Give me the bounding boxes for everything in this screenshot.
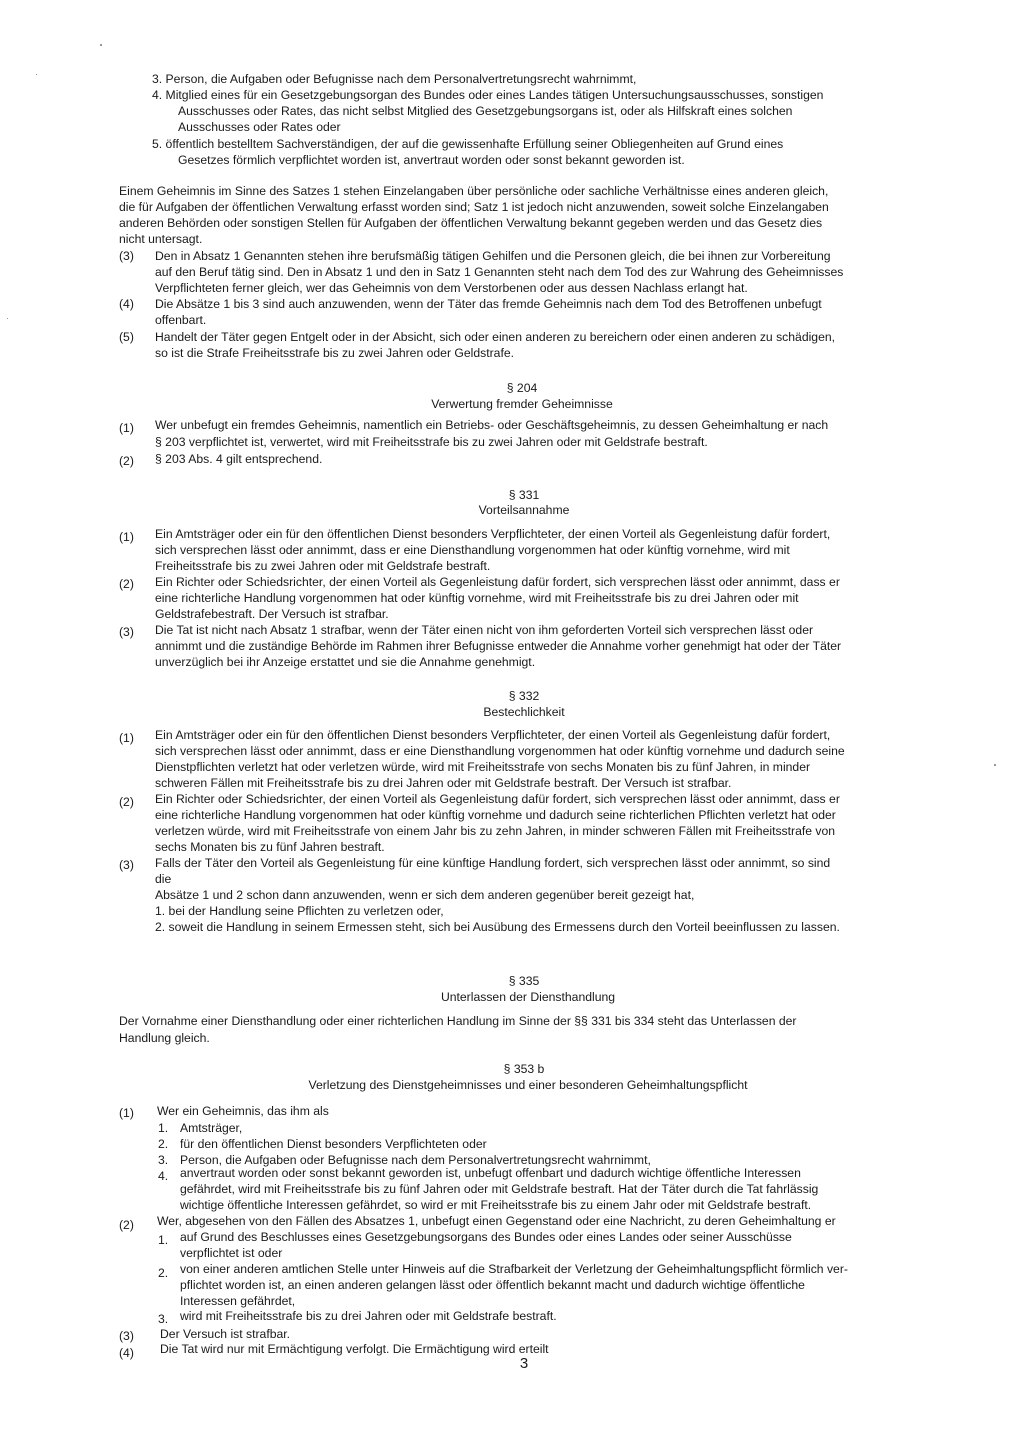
section-title: Verletzung des Dienstgeheimnisses und einer besonderen Geheimhaltungspflicht — [308, 1078, 748, 1092]
absatz-line: § 203 verpflichtet ist, verwertet, wird mit Freiheitsstrafe bis zu zwei Jahren oder mit Geldstrafe bestraft. — [155, 435, 708, 449]
absatz-number: (2) — [119, 795, 134, 809]
absatz-line: eine richterliche Handlung vorgenommen hat oder künftig vornehme und dadurch seine richterlichen Pflichten verletzt hat oder — [155, 808, 836, 822]
list-item: von einer anderen amtlichen Stelle unter Hinweis auf die Strafbarkeit der Verletzung der Geheimhaltungspflicht förmlich ver- — [180, 1262, 848, 1276]
absatz-line: Ein Amtsträger oder ein für den öffentlichen Dienst besonders Verpflichteter, der einen Vorteil als Gegenleistung dafür fordert, — [155, 527, 831, 541]
absatz-number: (2) — [119, 1218, 134, 1232]
absatz-line: Absätze 1 und 2 schon dann anzuwenden, wenn er sich dem anderen gegenüber bereit gezeigt hat, — [155, 888, 695, 902]
absatz-line: eine richterliche Handlung vorgenommen hat oder künftig vornehme, wird mit Freiheitsstrafe bis zu drei Jahren oder mit — [155, 591, 799, 605]
absatz-line: sich versprechen lässt oder annimmt, dass er eine Diensthandlung vorgenommen hat oder künftig vornehme und dadurch seine — [155, 744, 845, 758]
absatz-number: (1) — [119, 1106, 134, 1120]
list-item-number: 3. — [158, 1312, 169, 1326]
list-item-number: 4. — [158, 1169, 169, 1183]
list-item: Amtsträger, — [180, 1121, 243, 1135]
section-title: Verwertung fremder Geheimnisse — [431, 397, 613, 411]
absatz-line: § 203 Abs. 4 gilt entsprechend. — [155, 452, 323, 466]
section-number: § 332 — [508, 689, 540, 703]
absatz-number: (2) — [119, 454, 134, 468]
absatz-line: sich versprechen lässt oder annimmt, dass er eine Diensthandlung vorgenommen hat oder künftig vornehme, wird mit — [155, 543, 790, 557]
paragraph-line: Der Vornahme einer Diensthandlung oder einer richterlichen Handlung im Sinne der §§ 331 bis 334 steht das Unterlassen der — [119, 1014, 797, 1028]
absatz-line: Die Tat ist nicht nach Absatz 1 strafbar, wenn der Täter einen nicht von ihm geforderten Vorteil sich versprechen lässt oder — [155, 623, 814, 637]
absatz-line: annimmt und die zuständige Behörde im Rahmen ihrer Befugnisse entweder die Annahme vorher genehmigt hat oder der Täter — [155, 639, 842, 653]
list-item-continuation: Ausschusses oder Rates oder — [178, 120, 341, 134]
absatz-line: Den in Absatz 1 Genannten stehen ihre berufsmäßig tätigen Gehilfen und die Personen gleich, die bei ihnen zur Vorbereitung — [155, 249, 831, 263]
absatz-line: die — [155, 872, 172, 886]
list-item: wichtige öffentliche Interessen gefährdet, so wird er mit Freiheitsstrafe bis zu einem Jahr oder mit Geldstrafe bestraft. — [180, 1198, 812, 1212]
absatz-number: (3) — [119, 1329, 134, 1343]
absatz-number: (1) — [119, 530, 134, 544]
list-item-number: 3. — [158, 1153, 169, 1167]
absatz-line: Wer, abgesehen von den Fällen des Absatzes 1, unbefugt einen Gegenstand oder eine Nachricht, zu deren Geheimhaltung er — [157, 1214, 836, 1228]
section-number: § 204 — [506, 381, 538, 395]
list-item: gefährdet, wird mit Freiheitsstrafe bis zu fünf Jahren oder mit Geldstrafe bestraft. Hat der Täter durch die Tat fahrlässig — [180, 1182, 819, 1196]
absatz-line: offenbart. — [155, 313, 207, 327]
absatz-line: Die Absätze 1 bis 3 sind auch anzuwenden, wenn der Täter das fremde Geheimnis nach dem Tod des Betroffenen unbefugt — [155, 297, 822, 311]
absatz-line: Wer unbefugt ein fremdes Geheimnis, namentlich ein Betriebs- oder Geschäftsgeheimnis, zu dessen Geheimhaltung er nach — [155, 418, 829, 432]
absatz-line: 1. bei der Handlung seine Pflichten zu verletzen oder, — [155, 904, 444, 918]
absatz-line: Wer ein Geheimnis, das ihm als — [157, 1104, 329, 1118]
paragraph-line: Einem Geheimnis im Sinne des Satzes 1 stehen Einzelangaben über persönliche oder sachliche Verhältnisse eines anderen gleich, — [119, 184, 829, 198]
absatz-line: Ein Amtsträger oder ein für den öffentlichen Dienst besonders Verpflichteter, der einen Vorteil als Gegenleistung dafür fordert, — [155, 728, 831, 742]
list-item: wird mit Freiheitsstrafe bis zu drei Jahren oder mit Geldstrafe bestraft. — [180, 1309, 557, 1323]
absatz-line: unverzüglich bei ihr Anzeige erstattet und sie die Annahme genehmigt. — [155, 655, 536, 669]
list-item: verpflichtet ist oder — [180, 1246, 283, 1260]
absatz-number: (4) — [119, 297, 134, 311]
absatz-number: (3) — [119, 858, 134, 872]
scan-speck — [994, 764, 996, 766]
absatz-line: schweren Fällen mit Freiheitsstrafe bis zu drei Jahren oder mit Geldstrafe bestraft. Der Versuch ist strafbar. — [155, 776, 732, 790]
absatz-number: (3) — [119, 249, 134, 263]
absatz-line: Ein Richter oder Schiedsrichter, der einen Vorteil als Gegenleistung dafür fordert, sich versprechen lässt oder annimmt, dass er — [155, 792, 840, 806]
list-item: für den öffentlichen Dienst besonders Verpflichteten oder — [180, 1137, 487, 1151]
list-item: 3. Person, die Aufgaben oder Befugnisse nach dem Personalvertretungsrecht wahrnimmt, — [152, 72, 637, 86]
absatz-line: Geldstrafebestraft. Der Versuch ist strafbar. — [155, 607, 389, 621]
absatz-line: Ein Richter oder Schiedsrichter, der einen Vorteil als Gegenleistung dafür fordert, sich versprechen lässt oder annimmt, dass er — [155, 575, 840, 589]
absatz-line: Freiheitsstrafe bis zu zwei Jahren oder mit Geldstrafe bestraft. — [155, 559, 491, 573]
absatz-number: (1) — [119, 421, 134, 435]
absatz-line: Die Tat wird nur mit Ermächtigung verfolgt. Die Ermächtigung wird erteilt — [160, 1342, 549, 1356]
list-item-continuation: Ausschusses oder Rates, das nicht selbst Mitglied des Gesetzgebungsorgans ist, oder als Hilfskraft eines solchen — [178, 104, 793, 118]
absatz-number: (2) — [119, 577, 134, 591]
section-number: § 331 — [508, 488, 540, 502]
absatz-line: Verpflichteten ferner gleich, wer das Geheimnis von dem Verstorbenen oder aus dessen Nachlass erlangt hat. — [155, 281, 748, 295]
list-item: 4. Mitglied eines für ein Gesetzgebungsorgan des Bundes oder eines Landes tätigen Untersuchungsausschusses, sonstigen — [152, 88, 824, 102]
absatz-line: Der Versuch ist strafbar. — [160, 1327, 291, 1341]
page-number: 3 — [519, 1355, 529, 1372]
scan-speck — [100, 44, 102, 46]
list-item: Interessen gefährdet, — [180, 1294, 296, 1308]
absatz-line: Falls der Täter den Vorteil als Gegenleistung für eine künftige Handlung fordert, sich versprechen lässt oder annimmt, so sind — [155, 856, 831, 870]
list-item: auf Grund des Beschlusses eines Gesetzgebungsorgans des Bundes oder eines Landes oder seiner Ausschüsse — [180, 1230, 792, 1244]
section-title: Unterlassen der Diensthandlung — [440, 990, 616, 1004]
paragraph-line: die für Aufgaben der öffentlichen Verwaltung erfasst worden sind; Satz 1 ist jedoch nicht anzuwenden, soweit solche Einzelangaben — [119, 200, 829, 214]
absatz-number: (1) — [119, 731, 134, 745]
absatz-line: auf den Beruf tätig sind. Den in Absatz 1 und den in Satz 1 Genannten steht nach dem Tod des zur Wahrung des Geheimnisses — [155, 265, 844, 279]
scan-speck — [36, 74, 37, 75]
absatz-line: verletzen würde, wird mit Freiheitsstrafe von einem Jahr bis zu zehn Jahren, in minder schweren Fällen mit Freiheitsstrafe von — [155, 824, 836, 838]
section-number: § 335 — [508, 974, 540, 988]
paragraph-line: anderen Behörden oder sonstigen Stellen für Aufgaben der öffentlichen Verwaltung bekannt gegeben werden und das Gesetz dies — [119, 216, 823, 230]
list-item: anvertraut worden oder sonst bekannt geworden ist, unbefugt offenbart und dadurch wichtige öffentliche Interessen — [180, 1166, 801, 1180]
absatz-line: Handelt der Täter gegen Entgelt oder in der Absicht, sich oder einen anderen zu bereichern oder einen anderen zu schädigen, — [155, 330, 836, 344]
list-item: 5. öffentlich bestelltem Sachverständigen, der auf die gewissenhafte Erfüllung seiner Obliegenheiten auf Grund eines — [152, 137, 784, 151]
absatz-line: so ist die Strafe Freiheitsstrafe bis zu zwei Jahren oder Geldstrafe. — [155, 346, 515, 360]
list-item-number: 2. — [158, 1266, 169, 1280]
paragraph-line: Handlung gleich. — [119, 1031, 210, 1045]
paragraph-line: nicht untersagt. — [119, 232, 203, 246]
scan-speck — [7, 318, 8, 319]
list-item-number: 2. — [158, 1137, 169, 1151]
absatz-number: (4) — [119, 1346, 134, 1360]
absatz-line: sechs Monaten bis zu fünf Jahren bestraft. — [155, 840, 385, 854]
list-item: pflichtet worden ist, an einen anderen gelangen lässt oder öffentlich bekannt macht und dadurch wichtige öffentliche — [180, 1278, 805, 1292]
list-item: Person, die Aufgaben oder Befugnisse nach dem Personalvertretungsrecht wahrnimmt, — [180, 1153, 651, 1167]
absatz-line: 2. soweit die Handlung in seinem Ermessen steht, sich bei Ausübung des Ermessens durch den Vorteil beeinflussen zu lassen. — [155, 920, 840, 934]
section-title: Vorteilsannahme — [478, 503, 570, 517]
list-item-number: 1. — [158, 1121, 169, 1135]
absatz-number: (3) — [119, 625, 134, 639]
list-item-continuation: Gesetzes förmlich verpflichtet worden ist, anvertraut worden oder sonst bekannt geworden ist. — [178, 153, 685, 167]
section-title: Bestechlichkeit — [483, 705, 565, 719]
section-number: § 353 b — [503, 1062, 545, 1076]
absatz-line: Dienstpflichten verletzt hat oder verletzen würde, wird mit Freiheitsstrafe von sechs Monaten bis zu fünf Jahren, in minder — [155, 760, 811, 774]
absatz-number: (5) — [119, 330, 134, 344]
list-item-number: 1. — [158, 1233, 169, 1247]
